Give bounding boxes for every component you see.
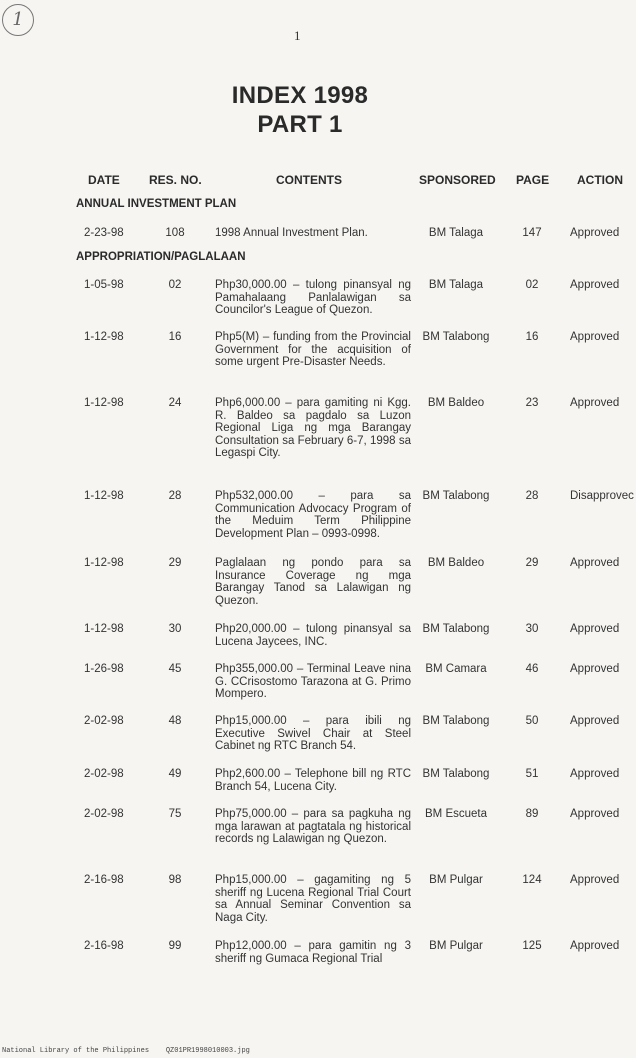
cell-sponsored: BM Pulgar <box>429 940 483 952</box>
cell-contents: Php15,000.00 – gagamiting ng 5 sheriff ng Lucena Regional Trial Court sa Annual Seminar Convention sa Naga City. <box>215 874 411 924</box>
cell-action: Approved <box>570 874 620 886</box>
cell-action: Approved <box>570 557 620 569</box>
cell-page: 29 <box>525 557 539 569</box>
cell-date: 1-12-98 <box>84 397 124 409</box>
cell-sponsored: BM Pulgar <box>429 874 483 886</box>
section-heading: APPROPRIATION/PAGLALAAN <box>76 251 246 263</box>
cell-sponsored: BM Talabong <box>422 715 490 727</box>
cell-action: Approved <box>570 331 620 343</box>
header-page: PAGE <box>516 173 550 187</box>
cell-date: 2-02-98 <box>84 768 124 780</box>
cell-res-no: 108 <box>165 227 185 239</box>
cell-date: 2-16-98 <box>84 874 124 886</box>
cell-contents: 1998 Annual Investment Plan. <box>215 227 368 239</box>
cell-res-no: 98 <box>168 874 182 886</box>
cell-action: Approved <box>570 397 620 409</box>
cell-res-no: 24 <box>168 397 182 409</box>
cell-action: Approved <box>570 663 620 675</box>
cell-res-no: 02 <box>168 279 182 291</box>
scan-footer <box>2 1047 250 1055</box>
cell-action: Approved <box>570 715 620 727</box>
cell-action: Approved <box>570 768 620 780</box>
cell-contents: Paglalaan ng pondo para sa Insurance Coverage ng mga Barangay Tanod sa Lalawigan ng Quezon. <box>215 557 411 607</box>
cell-page: 16 <box>525 331 539 343</box>
cell-date: 2-02-98 <box>84 715 124 727</box>
cell-action: Approved <box>570 279 620 291</box>
index-title: INDEX 1998 <box>231 82 369 109</box>
cell-sponsored: BM Talabong <box>422 490 490 502</box>
cell-contents: Php30,000.00 – tulong pinansyal ng Pamahalaang Panlalawigan sa Councilor's League of Quezon. <box>215 279 411 317</box>
cell-page: 147 <box>522 227 542 239</box>
index-subtitle: PART 1 <box>257 111 343 138</box>
cell-action: Approved <box>570 227 620 239</box>
cell-sponsored: BM Talaga <box>428 279 484 291</box>
header-date: DATE <box>88 173 120 187</box>
footer-filename: QZ01PR1998010003.jpg <box>165 1047 250 1055</box>
cell-page: 46 <box>525 663 539 675</box>
cell-sponsored: BM Talabong <box>422 623 490 635</box>
cell-page: 02 <box>525 279 539 291</box>
cell-page: 28 <box>525 490 539 502</box>
cell-res-no: 45 <box>168 663 182 675</box>
footer-library: National Library of the Philippines <box>2 1047 150 1055</box>
cell-res-no: 28 <box>168 490 182 502</box>
cell-contents: Php6,000.00 – para gamiting ni Kgg. R. Baldeo sa pagdalo sa Luzon Regional Liga ng mga Barangay Consultation sa February 6-7, 1998 sa Legaspi City. <box>215 397 411 460</box>
cell-contents: Php532,000.00 – para sa Communication Advocacy Program of the Meduim Term Philippine Development Plan – 0993-0998. <box>215 490 411 540</box>
cell-page: 89 <box>525 808 539 820</box>
cell-date: 1-12-98 <box>84 623 124 635</box>
cell-page: 30 <box>525 623 539 635</box>
cell-date: 2-02-98 <box>84 808 124 820</box>
cell-date: 1-12-98 <box>84 331 124 343</box>
cell-contents: Php12,000.00 – para gamitin ng 3 sheriff ng Gumaca Regional Trial <box>215 940 411 965</box>
cell-action: Approved <box>570 940 620 952</box>
cell-res-no: 48 <box>168 715 182 727</box>
cell-contents: Php20,000.00 – tulong pinansyal sa Lucena Jaycees, INC. <box>215 623 411 648</box>
header-sponsored: SPONSORED <box>419 173 496 187</box>
cell-action: Approved <box>570 808 620 820</box>
cell-page: 50 <box>525 715 539 727</box>
cell-contents: Php2,600.00 – Telephone bill ng RTC Branch 54, Lucena City. <box>215 768 411 793</box>
cell-date: 1-12-98 <box>84 557 124 569</box>
cell-res-no: 16 <box>168 331 182 343</box>
cell-date: 1-05-98 <box>84 279 124 291</box>
cell-action: Approved <box>570 623 620 635</box>
cell-sponsored: BM Camara <box>425 663 487 675</box>
cell-date: 1-26-98 <box>84 663 124 675</box>
header-contents: CONTENTS <box>276 173 342 187</box>
cell-sponsored: BM Baldeo <box>427 557 485 569</box>
cell-contents: Php15,000.00 – para ibili ng Executive Swivel Chair at Steel Cabinet ng RTC Branch 54. <box>215 715 411 753</box>
header-action: ACTION <box>577 173 623 187</box>
cell-sponsored: BM Talabong <box>422 768 490 780</box>
cell-page: 124 <box>522 874 542 886</box>
cell-sponsored: BM Escueta <box>425 808 487 820</box>
cell-res-no: 49 <box>168 768 182 780</box>
cell-page: 23 <box>525 397 539 409</box>
cell-res-no: 30 <box>168 623 182 635</box>
cell-contents: Php5(M) – funding from the Provincial Government for the acquisition of some urgent Pre-Disaster Needs. <box>215 331 411 369</box>
cell-res-no: 29 <box>168 557 182 569</box>
cell-contents: Php355,000.00 – Terminal Leave nina G. CCrisostomo Tarazona at G. Primo Mompero. <box>215 663 411 701</box>
header-res-no: RES. NO. <box>149 173 202 187</box>
cell-date: 1-12-98 <box>84 490 124 502</box>
cell-sponsored: BM Talaga <box>428 227 484 239</box>
cell-contents: Php75,000.00 – para sa pagkuha ng mga larawan at pagtatala ng historical records ng Lalawigan ng Quezon. <box>215 808 411 846</box>
section-heading: ANNUAL INVESTMENT PLAN <box>76 198 237 210</box>
cell-date: 2-16-98 <box>84 940 124 952</box>
cell-page: 51 <box>525 768 539 780</box>
cell-action: Disapprovec <box>570 490 634 502</box>
cell-page: 125 <box>522 940 542 952</box>
cell-res-no: 75 <box>168 808 182 820</box>
cell-date: 2-23-98 <box>84 227 124 239</box>
corner-page-mark: 1 <box>2 4 34 36</box>
cell-sponsored: BM Baldeo <box>427 397 485 409</box>
page-number: 1 <box>294 28 301 43</box>
cell-res-no: 99 <box>168 940 182 952</box>
cell-sponsored: BM Talabong <box>422 331 490 343</box>
